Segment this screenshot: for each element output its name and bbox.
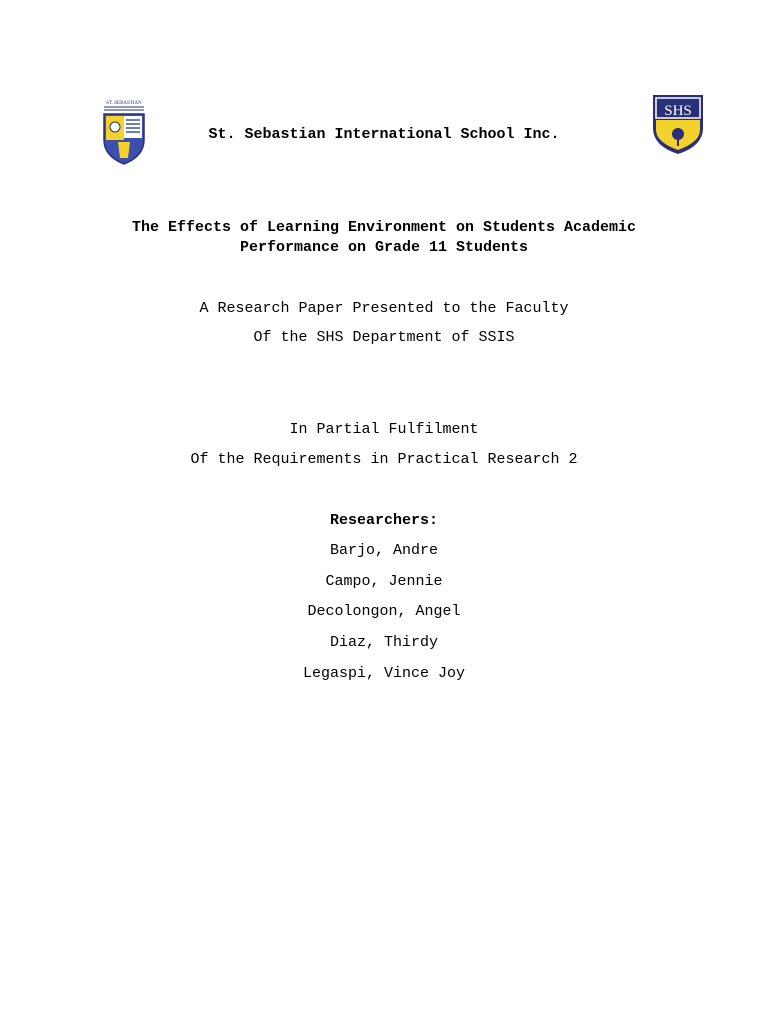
presentation-line-1: A Research Paper Presented to the Faculty: [199, 300, 569, 317]
researcher-name: Decolongon, Angel: [307, 603, 461, 620]
presentation-line-2: Of the SHS Department of SSIS: [253, 329, 515, 346]
researcher-name: Barjo, Andre: [329, 542, 439, 559]
researcher-name: Legaspi, Vince Joy: [302, 665, 466, 682]
svg-text:ST. SEBASTIAN: ST. SEBASTIAN: [106, 101, 142, 106]
researcher-name: Diaz, Thirdy: [329, 634, 439, 651]
fulfilment-line-2: Of the Requirements in Practical Research 2: [190, 451, 578, 468]
fulfilment-line-1: In Partial Fulfilment: [289, 421, 479, 438]
shs-shield-logo: [650, 92, 706, 156]
researcher-name: Campo, Jennie: [325, 573, 443, 590]
school-name: St. Sebastian International School Inc.: [208, 126, 560, 143]
researchers-heading: Researchers:: [329, 512, 439, 529]
paper-title: The Effects of Learning Environment on Students Academic Performance on Grade 11 Students: [131, 219, 637, 256]
svg-text:SHS: SHS: [664, 103, 692, 119]
